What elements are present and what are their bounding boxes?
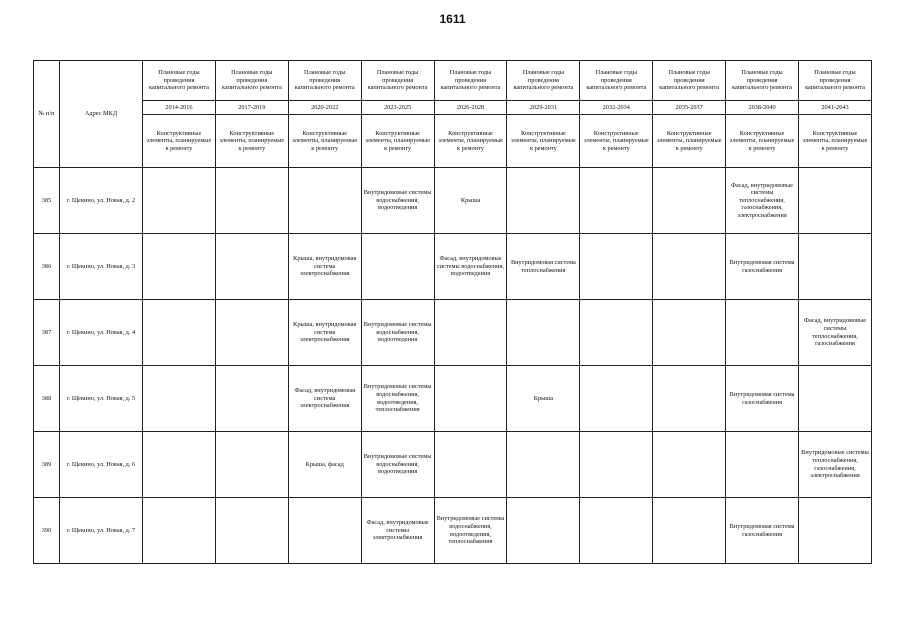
column-header-years: 2041-2043 — [799, 101, 872, 115]
repair-cell — [580, 168, 653, 234]
column-header-address: Адрес МКД — [60, 61, 143, 168]
repair-cell — [215, 234, 288, 300]
repair-cell — [143, 498, 216, 564]
repair-cell — [215, 168, 288, 234]
repair-cell — [726, 432, 799, 498]
column-header-elements: Конструктивные элементы, планируемые к ремонту — [434, 115, 507, 168]
repair-cell — [653, 498, 726, 564]
repair-cell — [653, 168, 726, 234]
column-header-plan-title: Плановые годы проведения капитального ремонта — [507, 61, 580, 101]
repair-cell — [288, 498, 361, 564]
repair-cell: Фасад, внутридомовые системы водоснабжения, водоотведения — [434, 234, 507, 300]
column-header-elements: Конструктивные элементы, планируемые к ремонту — [361, 115, 434, 168]
repair-cell — [580, 432, 653, 498]
row-number: 386 — [34, 234, 60, 300]
column-header-plan-title: Плановые годы проведения капитального ремонта — [799, 61, 872, 101]
column-header-years: 2017-2019 — [215, 101, 288, 115]
table-row — [34, 234, 872, 300]
row-number: 390 — [34, 498, 60, 564]
column-header-years: 2032-2034 — [580, 101, 653, 115]
page-number: 1611 — [439, 12, 466, 26]
repair-cell — [653, 300, 726, 366]
row-number: 388 — [34, 366, 60, 432]
repair-cell: Фасад, внутридомовые системы теплоснабжения, газоснабжения — [799, 300, 872, 366]
column-header-years: 2023-2025 — [361, 101, 434, 115]
table-row — [34, 300, 872, 366]
repair-cell — [361, 234, 434, 300]
table-row — [34, 498, 872, 564]
column-header-plan-title: Плановые годы проведения капитального ремонта — [726, 61, 799, 101]
row-number: 385 — [34, 168, 60, 234]
column-header-plan-title: Плановые годы проведения капитального ремонта — [653, 61, 726, 101]
repair-cell — [143, 168, 216, 234]
repair-cell — [215, 432, 288, 498]
repair-cell — [799, 498, 872, 564]
table-row — [34, 168, 872, 234]
repair-cell: Крыша, внутридомовая система электроснабжения — [288, 300, 361, 366]
row-address: г. Щекино, ул. Новая, д. 2 — [60, 168, 143, 234]
repair-cell — [507, 168, 580, 234]
repair-cell — [434, 300, 507, 366]
row-address: г. Щекино, ул. Новая, д. 4 — [60, 300, 143, 366]
repair-cell — [434, 432, 507, 498]
column-header-elements: Конструктивные элементы, планируемые к ремонту — [143, 115, 216, 168]
row-address: г. Щекино, ул. Новая, д. 5 — [60, 366, 143, 432]
column-header-elements: Конструктивные элементы, планируемые к ремонту — [580, 115, 653, 168]
column-header-years: 2020-2022 — [288, 101, 361, 115]
column-header-plan-title: Плановые годы проведения капитального ремонта — [434, 61, 507, 101]
capital-repair-schedule-table — [33, 60, 872, 564]
repair-cell: Внутридомовые системы водоснабжения, водоотведения — [361, 168, 434, 234]
repair-cell: Фасад, внутридомовые системы электроснабжения — [361, 498, 434, 564]
repair-cell — [215, 300, 288, 366]
row-address: г. Щекино, ул. Новая, д. 3 — [60, 234, 143, 300]
repair-cell: Крыша, фасад — [288, 432, 361, 498]
repair-cell — [580, 300, 653, 366]
repair-cell — [653, 432, 726, 498]
repair-cell — [799, 234, 872, 300]
repair-cell: Внутридомовая система газоснабжения — [726, 234, 799, 300]
repair-cell: Крыша — [507, 366, 580, 432]
column-header-elements: Конструктивные элементы, планируемые к ремонту — [726, 115, 799, 168]
repair-cell: Внутридомовая система газоснабжения — [726, 366, 799, 432]
header-row-years — [34, 101, 872, 115]
repair-cell — [507, 300, 580, 366]
column-header-years: 2014-2016 — [143, 101, 216, 115]
repair-cell — [143, 234, 216, 300]
column-header-plan-title: Плановые годы проведения капитального ремонта — [143, 61, 216, 101]
repair-cell: Фасад, внутридомовая система электроснабжения — [288, 366, 361, 432]
table-row — [34, 432, 872, 498]
row-address: г. Щекино, ул. Новая, д. 6 — [60, 432, 143, 498]
column-header-number: № п/п — [34, 61, 60, 168]
column-header-plan-title: Плановые годы проведения капитального ремонта — [215, 61, 288, 101]
column-header-years: 2029-2031 — [507, 101, 580, 115]
column-header-elements: Конструктивные элементы, планируемые к ремонту — [507, 115, 580, 168]
repair-cell: Внутридомовые системы водоснабжения, водоотведения, теплоснабжения — [434, 498, 507, 564]
column-header-elements: Конструктивные элементы, планируемые к ремонту — [288, 115, 361, 168]
header-row-titles — [34, 61, 872, 101]
repair-cell — [143, 366, 216, 432]
repair-cell — [653, 366, 726, 432]
repair-cell — [799, 168, 872, 234]
repair-cell: Крыша, внутридомовая система электроснабжения — [288, 234, 361, 300]
repair-cell: Внутридомовые системы водоснабжения, водоотведения — [361, 432, 434, 498]
repair-cell: Крыша — [434, 168, 507, 234]
repair-cell — [580, 498, 653, 564]
repair-cell — [288, 168, 361, 234]
repair-cell: Внутридомовые системы водоснабжения, водоотведения — [361, 300, 434, 366]
repair-cell: Внутридомовые системы теплоснабжения, газоснабжения, электроснабжения — [799, 432, 872, 498]
column-header-years: 2026-2028 — [434, 101, 507, 115]
column-header-plan-title: Плановые годы проведения капитального ремонта — [288, 61, 361, 101]
column-header-elements: Конструктивные элементы, планируемые к ремонту — [653, 115, 726, 168]
repair-cell: Внутридомовые системы водоснабжения, водоотведения, теплоснабжения — [361, 366, 434, 432]
repair-cell — [507, 432, 580, 498]
repair-cell — [143, 300, 216, 366]
repair-cell — [653, 234, 726, 300]
repair-cell — [507, 498, 580, 564]
repair-cell: Внутридомовая система теплоснабжения — [507, 234, 580, 300]
repair-cell — [580, 366, 653, 432]
column-header-elements: Конструктивные элементы, планируемые к ремонту — [215, 115, 288, 168]
row-address: г. Щекино, ул. Новая, д. 7 — [60, 498, 143, 564]
repair-cell: Фасад, внутридомовые системы теплоснабжения, газоснабжения, электроснабжения — [726, 168, 799, 234]
repair-cell — [434, 366, 507, 432]
repair-cell — [143, 432, 216, 498]
repair-cell — [726, 300, 799, 366]
column-header-years: 2038-2040 — [726, 101, 799, 115]
repair-cell — [215, 498, 288, 564]
repair-cell — [215, 366, 288, 432]
row-number: 387 — [34, 300, 60, 366]
repair-cell — [580, 234, 653, 300]
header-row-elements — [34, 115, 872, 168]
repair-cell — [799, 366, 872, 432]
table-row — [34, 366, 872, 432]
column-header-years: 2035-2037 — [653, 101, 726, 115]
repair-cell: Внутридомовая система газоснабжения — [726, 498, 799, 564]
row-number: 389 — [34, 432, 60, 498]
column-header-plan-title: Плановые годы проведения капитального ремонта — [580, 61, 653, 101]
column-header-elements: Конструктивные элементы, планируемые к ремонту — [799, 115, 872, 168]
column-header-plan-title: Плановые годы проведения капитального ремонта — [361, 61, 434, 101]
